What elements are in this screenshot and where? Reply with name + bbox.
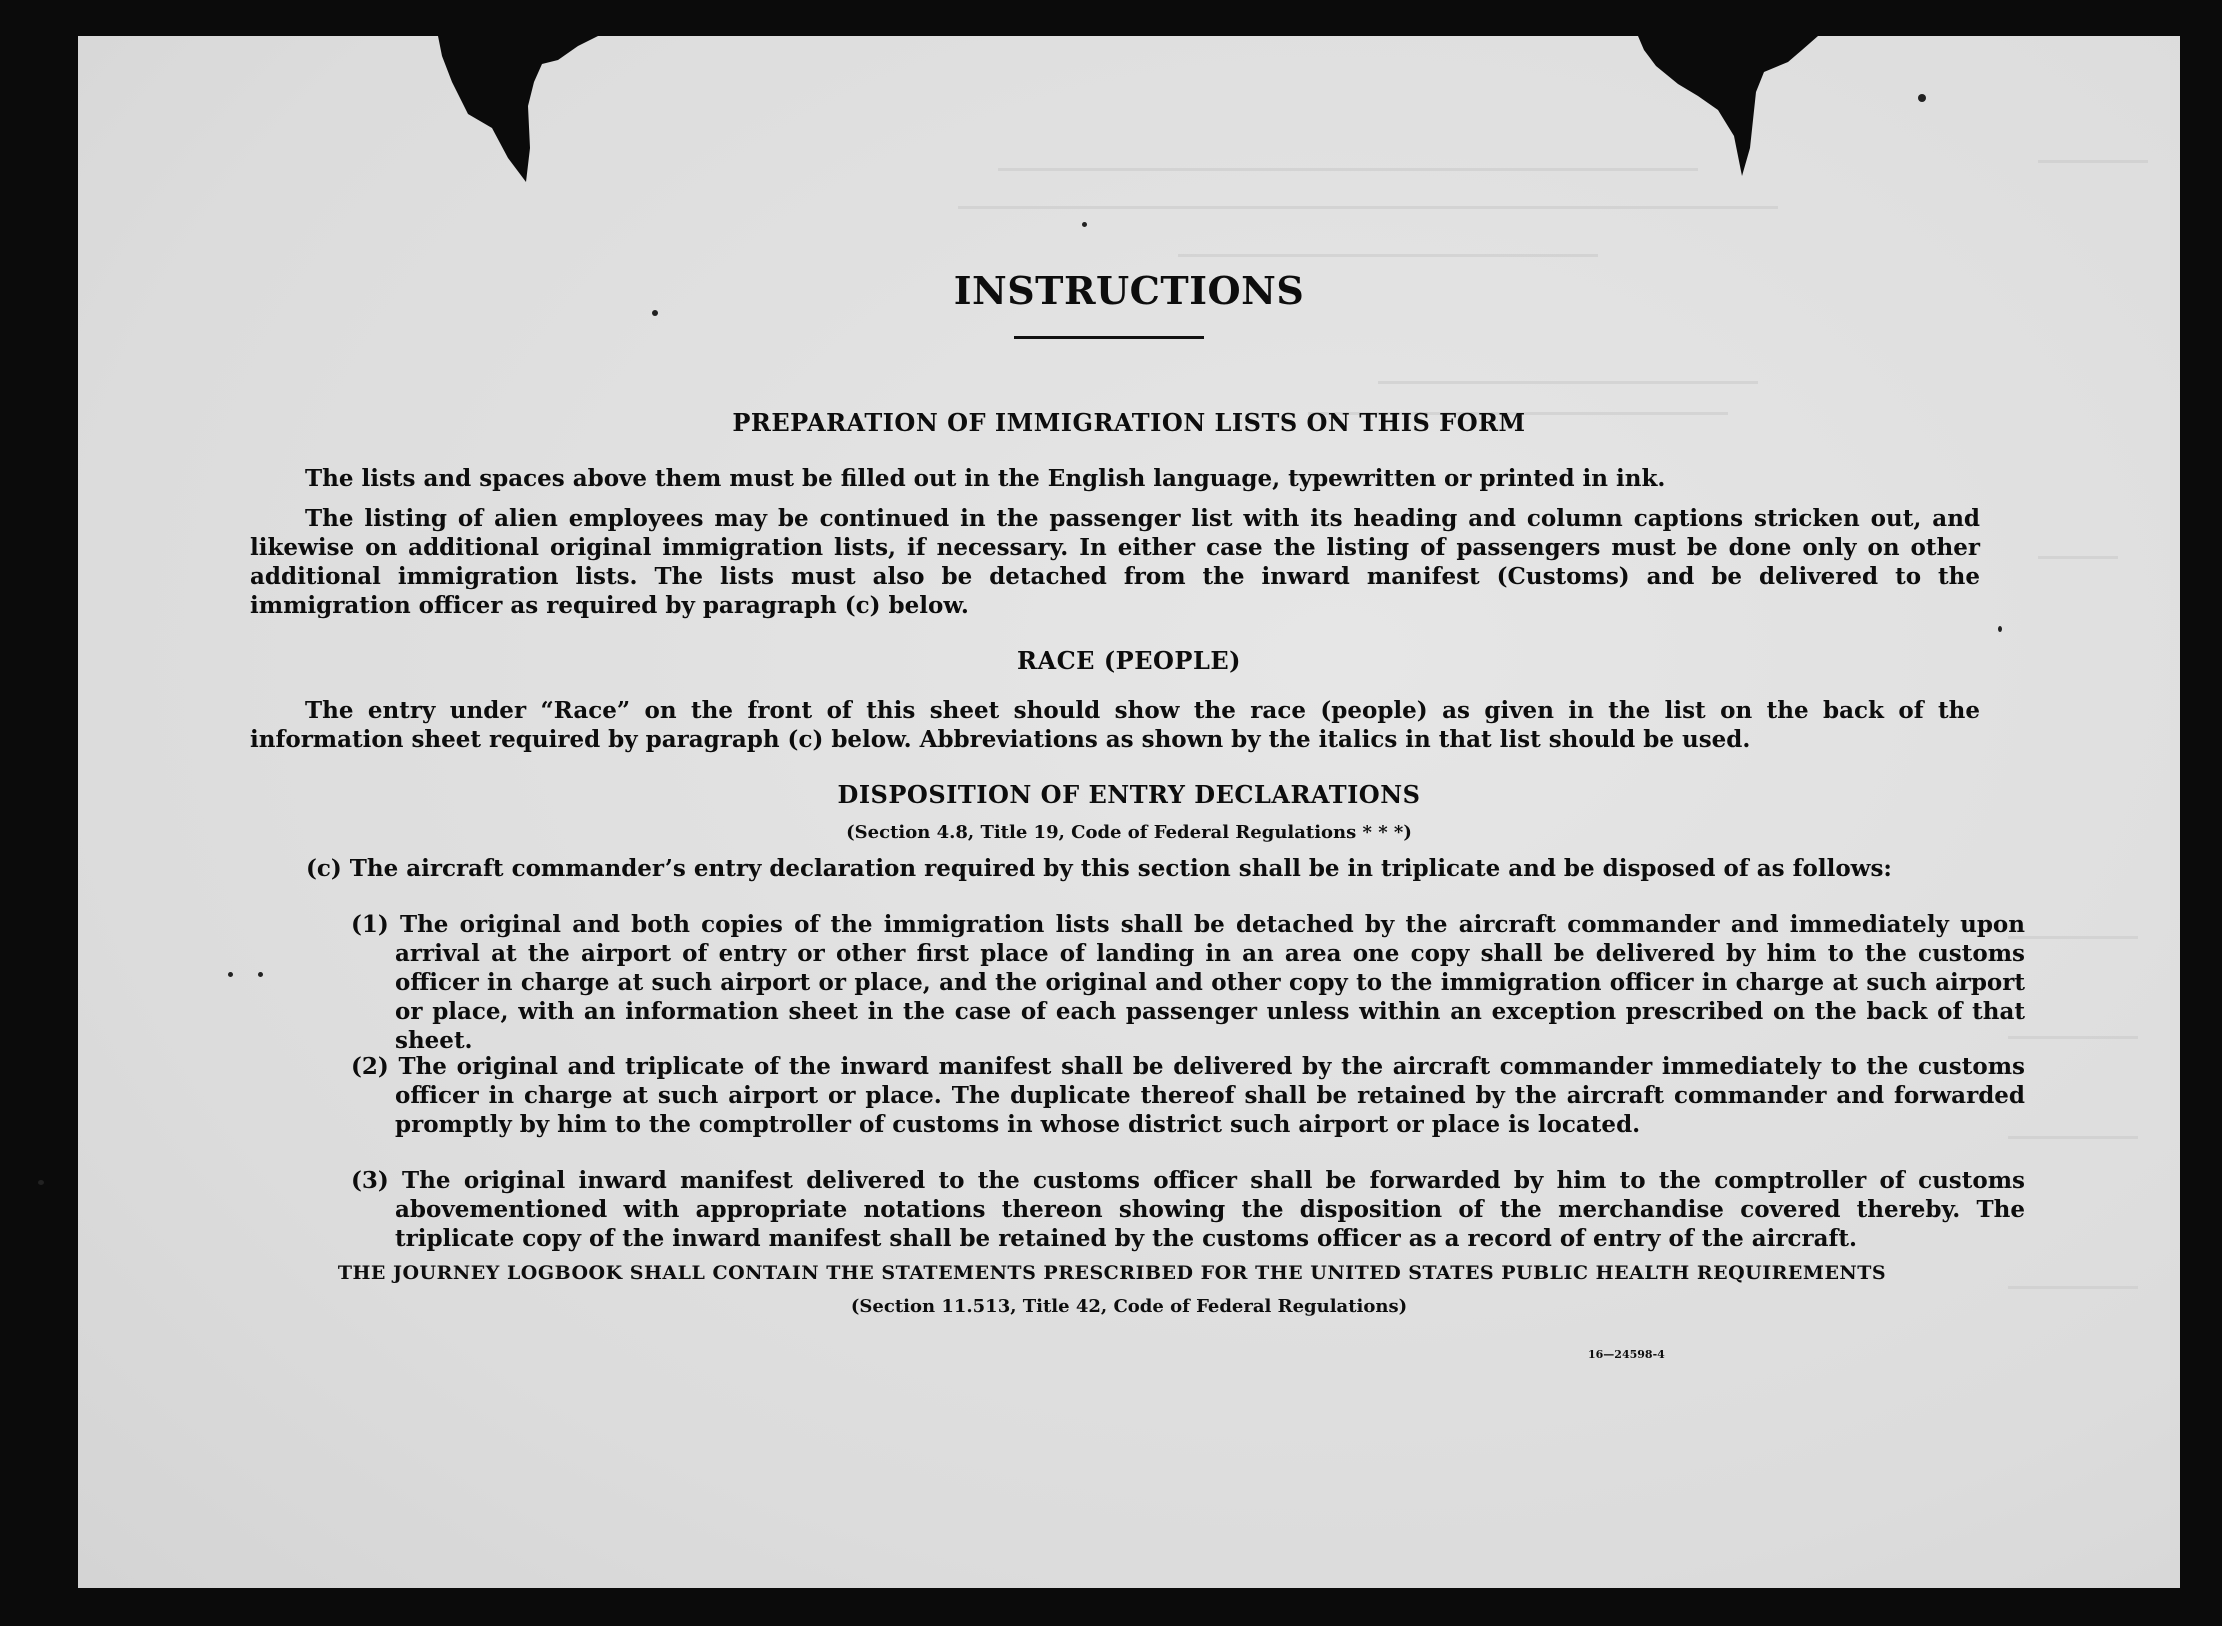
form-number: 16—24598-4 (1588, 1348, 1665, 1361)
disposition-item-2: (2) The original and triplicate of the inward manifest shall be delivered by the aircraft commander immediately to the customs officer in charge at such airport or place. The duplicate thereof shall be retained by the aircraft commander and forwarded promptly by him to the comptroller of customs in whose district such airport or place is located. (351, 1053, 2025, 1138)
scan-speck (228, 972, 233, 977)
title-underline (1014, 336, 1204, 339)
scan-speck (38, 1180, 44, 1185)
disposition-citation: (Section 4.8, Title 19, Code of Federal Regulations * * *) (846, 822, 1412, 843)
section-heading-disposition: DISPOSITION OF ENTRY DECLARATIONS (837, 780, 1421, 809)
page-title: INSTRUCTIONS (953, 268, 1305, 313)
scan-speck (1998, 626, 2002, 632)
scan-speck (1918, 94, 1926, 102)
footer-requirements: THE JOURNEY LOGBOOK SHALL CONTAIN THE STATEMENTS PRESCRIBED FOR THE UNITED STATES PUBLIC HEALTH REQUIREMENTS (337, 1262, 1887, 1284)
footer-citation: (Section 11.513, Title 42, Code of Federal Regulations) (850, 1296, 1408, 1317)
preparation-paragraph-1-text: The lists and spaces above them must be filled out in the English language, typewritten or printed in ink. (305, 465, 1666, 492)
race-paragraph-text: The entry under “Race” on the front of this sheet should show the race (people) as given in the list on the back of the information sheet required by paragraph (c) below. Abbreviations as shown by the italics in that list should be used. (250, 697, 1980, 753)
disposition-item-1: (1) The original and both copies of the immigration lists shall be detached by the aircraft commander and immediately upon arrival at the airport of entry or other first place of landing in an area one copy shall be delivered by him to the customs officer in charge at such airport or place, and the original and other copy to the immigration officer in charge at such airport or place, with an information sheet in the case of each passenger unless within an exception prescribed on the back of that sheet. (351, 911, 2025, 1054)
preparation-paragraph-1 (250, 464, 1980, 493)
preparation-paragraph-2 (250, 504, 1980, 620)
scan-speck (652, 310, 658, 316)
document-sheet (78, 36, 2180, 1588)
section-heading-race: RACE (PEOPLE) (1017, 646, 1241, 675)
disposition-item-3: (3) The original inward manifest delivered to the customs officer shall be forwarded by him to the comptroller of customs abovementioned with appropriate notations thereon showing the disposition of the merchandise covered thereby. The triplicate copy of the inward manifest shall be retained by the customs officer as a record of entry of the aircraft. (351, 1167, 2025, 1252)
race-paragraph (250, 696, 1980, 754)
scan-speck (258, 972, 263, 977)
section-heading-preparation: PREPARATION OF IMMIGRATION LISTS ON THIS FORM (732, 408, 1526, 437)
preparation-paragraph-2-text: The listing of alien employees may be continued in the passenger list with its heading and column captions stricken out, and likewise on additional original immigration lists, if necessary. In either case the listing of passengers must be done only on other additional immigration lists. The lists must also be detached from the inward manifest (Customs) and be delivered to the immigration officer as required by paragraph (c) below. (250, 505, 1980, 619)
disposition-intro: (c) The aircraft commander’s entry declaration required by this section shall be in triplicate and be disposed of as follows: (306, 855, 1892, 882)
scan-speck (1082, 222, 1087, 227)
